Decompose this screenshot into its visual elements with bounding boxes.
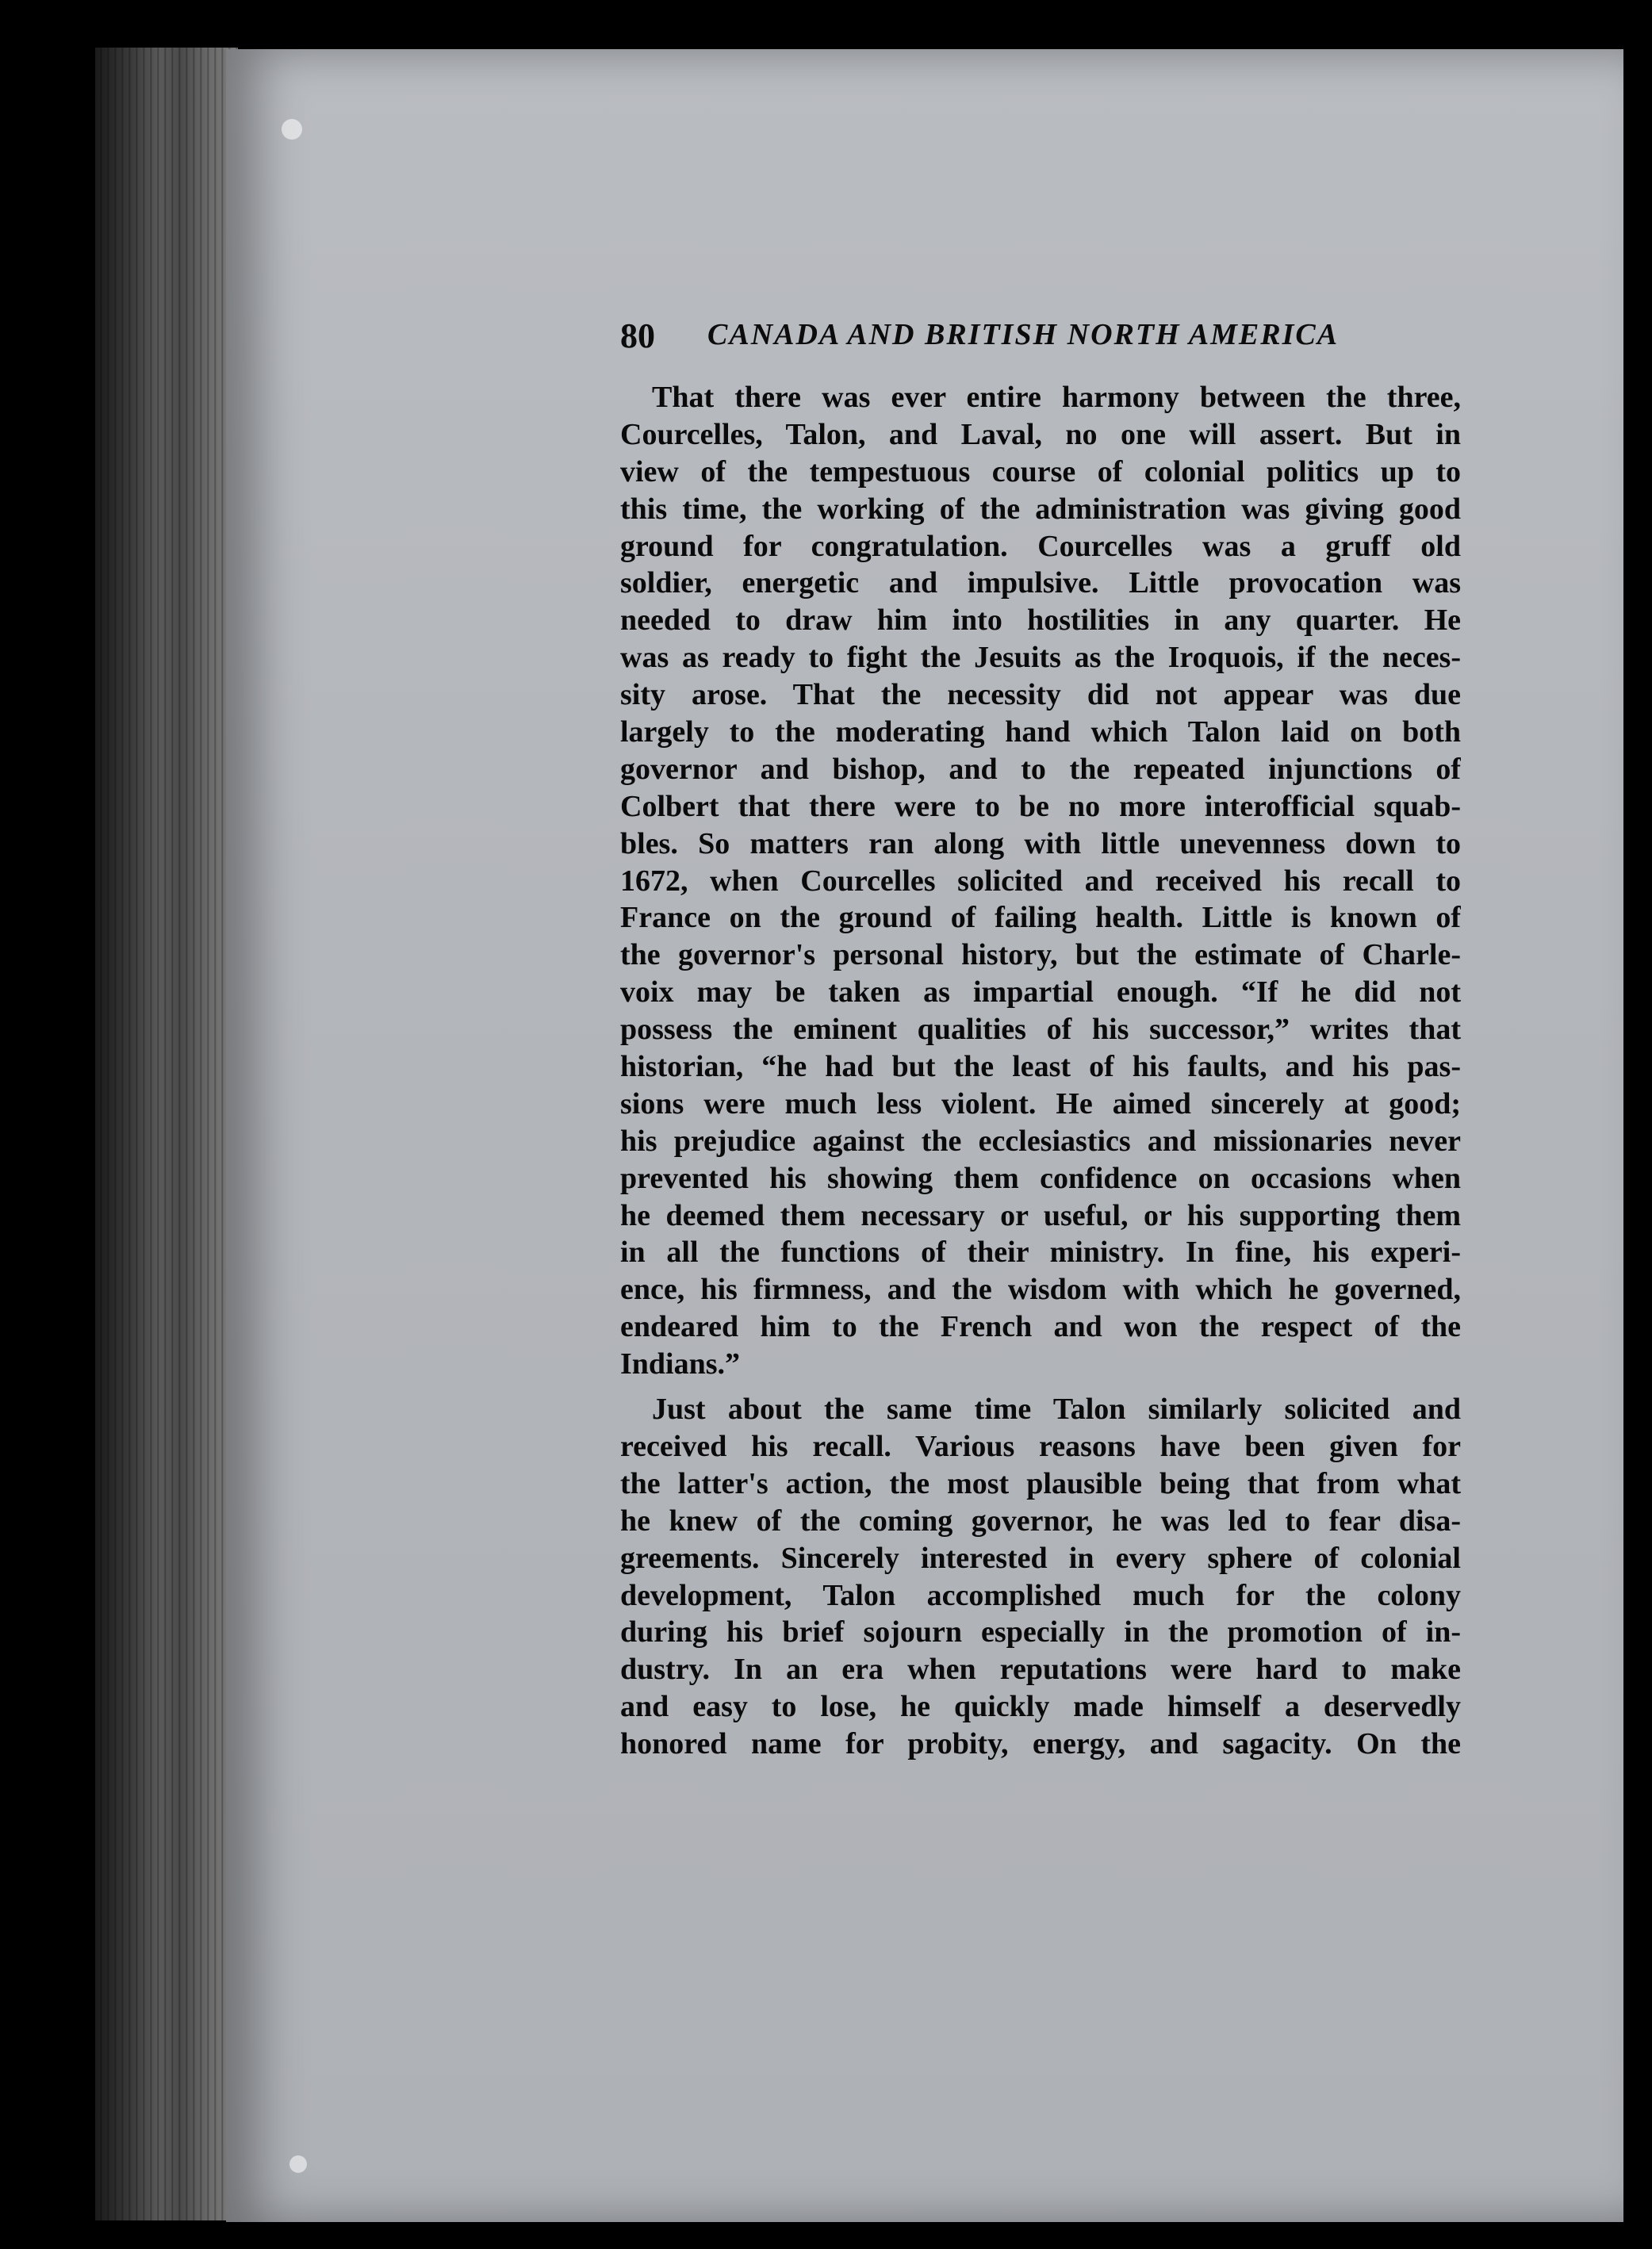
text-line: greements. Sincerely interested in every sphere of colonial <box>620 1541 1461 1575</box>
text-line: ence, his firmness, and the wisdom with which he governed, <box>620 1273 1461 1307</box>
text-line: during his brief sojourn especially in the promotion of in- <box>620 1615 1461 1649</box>
text-line: endeared him to the French and won the respect of the <box>620 1310 1461 1344</box>
text-line: bles. So matters ran along with little unevenness down to <box>620 826 1461 860</box>
text-line: honored name for probity, energy, and sagacity. On the <box>620 1727 1461 1761</box>
text-line: his prejudice against the ecclesiastics and missionaries never <box>620 1124 1461 1158</box>
text-line: he knew of the coming governor, he was led to fear disa- <box>620 1504 1461 1538</box>
text-line: Just about the same time Talon similarly solicited and <box>652 1393 1461 1427</box>
text-line: prevented his showing them confidence on occasions when <box>620 1161 1461 1195</box>
text-line: ground for congratulation. Courcelles was a gruff old <box>620 529 1461 563</box>
paragraph <box>620 379 1461 1383</box>
text-line: soldier, energetic and impulsive. Little provocation was <box>620 566 1461 600</box>
text-line: received his recall. Various reasons have been given for <box>620 1429 1461 1463</box>
text-line: sions were much less violent. He aimed sincerely at good; <box>620 1086 1461 1121</box>
text-line: development, Talon accomplished much for the colony <box>620 1578 1461 1612</box>
text-line: possess the eminent qualities of his successor,” writes that <box>620 1013 1461 1047</box>
scan-speck <box>282 119 302 140</box>
text-line: he deemed them necessary or useful, or his supporting them <box>620 1198 1461 1232</box>
text-line: largely to the moderating hand which Talon laid on both <box>620 715 1461 749</box>
text-line: this time, the working of the administration was giving good <box>620 492 1461 526</box>
text-line: France on the ground of failing health. Little is known of <box>620 901 1461 935</box>
text-line: and easy to lose, he quickly made himself a deservedly <box>620 1690 1461 1724</box>
text-line: was as ready to fight the Jesuits as the Iroquois, if the neces- <box>620 641 1461 675</box>
book-spine-edge <box>95 48 238 2220</box>
text-line: sity arose. That the necessity did not appear was due <box>620 678 1461 712</box>
text-line: Courcelles, Talon, and Laval, no one will assert. But in <box>620 417 1461 451</box>
body-text <box>620 379 1461 1763</box>
text-line: Colbert that there were to be no more interofficial squab- <box>620 789 1461 823</box>
text-line: 1672, when Courcelles solicited and received his recall to <box>620 864 1461 898</box>
scan-speck <box>289 2155 307 2173</box>
text-line: historian, “he had but the least of his faults, and his pas- <box>620 1050 1461 1084</box>
text-line: the governor's personal history, but the estimate of Charle- <box>620 938 1461 972</box>
text-line: the latter's action, the most plausible being that from what <box>620 1466 1461 1500</box>
text-line: Indians.” <box>620 1347 741 1381</box>
page-number: 80 <box>620 316 655 355</box>
text-line: governor and bishop, and to the repeated injunctions of <box>620 752 1461 786</box>
text-line: dustry. In an era when reputations were hard to make <box>620 1653 1461 1687</box>
running-head: CANADA AND BRITISH NORTH AMERICA <box>707 318 1340 351</box>
text-line: view of the tempestuous course of colonial politics up to <box>620 454 1461 488</box>
text-line: needed to draw him into hostilities in any quarter. He <box>620 603 1461 638</box>
text-line: That there was ever entire harmony between the three, <box>652 381 1461 414</box>
paragraph <box>620 1391 1461 1763</box>
text-line: in all the functions of their ministry. In fine, his experi- <box>620 1236 1461 1270</box>
text-line: voix may be taken as impartial enough. “If he did not <box>620 975 1461 1010</box>
page-header <box>620 316 1413 363</box>
